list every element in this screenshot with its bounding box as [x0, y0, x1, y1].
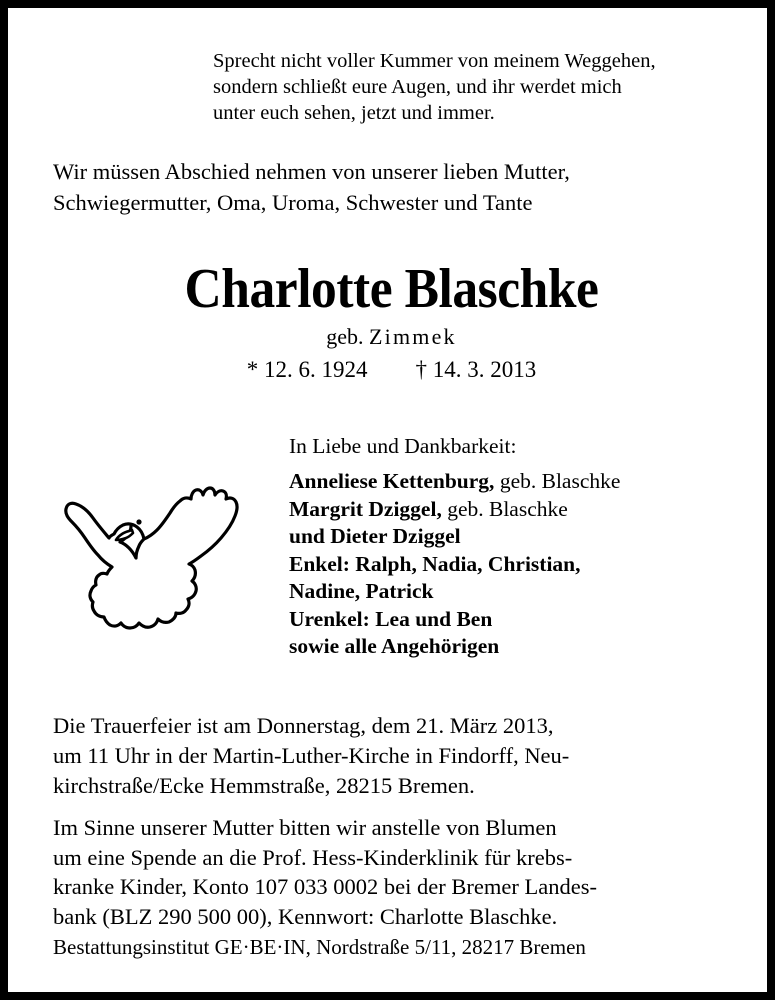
verse-line-1: Sprecht nicht voller Kummer von meinem Weggehen,	[213, 50, 656, 72]
donation-line-2: um eine Spende an die Prof. Hess-Kinderklinik für krebs-	[53, 844, 573, 870]
death-date: 14. 3. 2013	[432, 357, 537, 382]
mourner-entry	[289, 468, 759, 496]
mourner-name: Nadine, Patrick	[289, 579, 434, 603]
donation-line-4: bank (BLZ 290 500 00), Kennwort: Charlotte Blaschke.	[53, 903, 558, 929]
birth-symbol: *	[246, 357, 259, 382]
donation-line-3: kranke Kinder, Konto 107 033 0002 bei der Bremer Landes-	[53, 874, 597, 899]
mourner-name: Anneliese Kettenburg,	[289, 469, 495, 493]
birth-date: 12. 6. 1924	[264, 357, 368, 382]
mourner-name: sowie alle Angehörigen	[289, 634, 500, 658]
service-details	[53, 711, 758, 801]
maiden-name: Zimmek	[369, 324, 457, 349]
memorial-verse	[213, 48, 758, 126]
mourners-block	[289, 432, 759, 661]
mourner-entry	[289, 633, 759, 661]
mourner-detail: geb. Blaschke	[441, 496, 568, 521]
mourner-entry	[289, 496, 759, 524]
introduction-text	[53, 156, 753, 218]
service-line-1: Die Trauerfeier ist am Donnerstag, dem 21. März 2013,	[53, 713, 554, 738]
mourner-name: Enkel: Ralph, Nadia, Christian,	[289, 551, 581, 576]
service-line-2: um 11 Uhr in der Martin-Luther-Kirche in Findorff, Neu-	[53, 743, 570, 768]
donation-line-1: Im Sinne unserer Mutter bitten wir anstelle von Blumen	[53, 815, 557, 840]
mourner-entry	[289, 606, 759, 634]
deceased-name: Charlotte Blaschke	[184, 258, 599, 320]
intro-line-1: Wir müssen Abschied nehmen von unserer lieben Mutter,	[53, 159, 570, 184]
maiden-name-line	[16, 322, 767, 352]
dove-icon	[60, 470, 245, 642]
maiden-prefix: geb.	[326, 324, 369, 349]
verse-line-2: sondern schließt eure Augen, und ihr werdet mich	[213, 76, 622, 98]
verse-line-3: unter euch sehen, jetzt und immer.	[213, 102, 495, 124]
mourner-name: Margrit Dziggel,	[289, 496, 442, 521]
mourner-entry	[289, 578, 759, 606]
mourner-name: und Dieter Dziggel	[289, 524, 461, 548]
deceased-block	[16, 260, 767, 385]
life-dates	[16, 355, 767, 385]
mourner-entry	[289, 551, 759, 579]
mourners-lead: In Liebe und Dankbarkeit:	[289, 434, 517, 458]
intro-line-2: Schwiegermutter, Oma, Uroma, Schwester und Tante	[53, 190, 533, 215]
death-symbol: †	[415, 357, 427, 382]
funeral-home-credit: Bestattungsinstitut GE·BE·IN, Nordstraße 5/11, 28217 Bremen	[53, 935, 586, 959]
service-line-3: kirchstraße/Ecke Hemmstraße, 28215 Bremen.	[53, 773, 475, 798]
mourner-detail: geb. Blaschke	[494, 469, 621, 493]
mourner-entry	[289, 523, 759, 551]
mourner-name: Urenkel: Lea und Ben	[289, 606, 493, 631]
donation-request	[53, 813, 758, 931]
